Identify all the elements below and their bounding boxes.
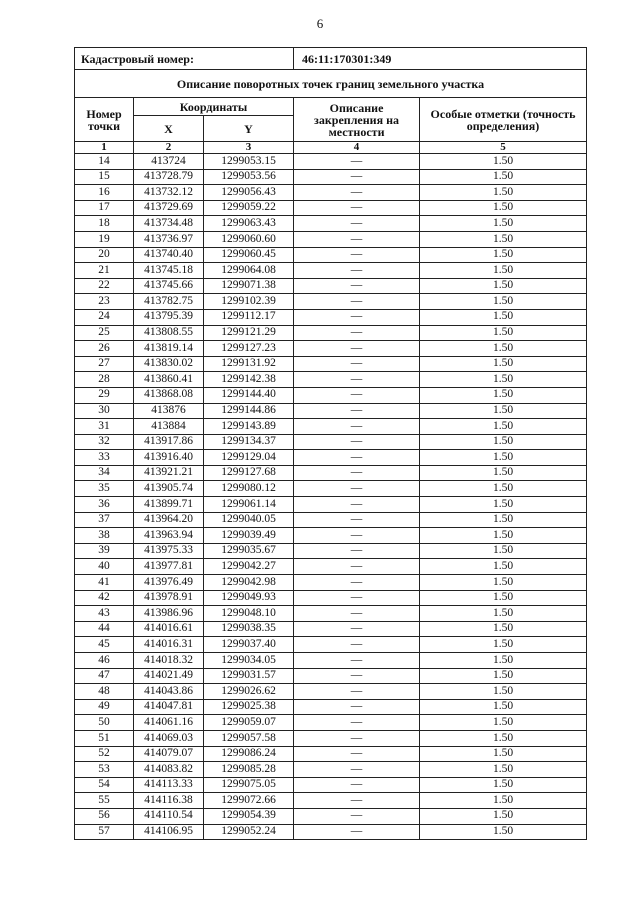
fixing-cell: — (294, 263, 420, 279)
column-index: 1 (75, 142, 134, 154)
column-index: 4 (294, 142, 420, 154)
point-number-cell: 52 (75, 746, 134, 762)
y-coordinate-cell: 1299131.92 (204, 356, 294, 372)
table-row (75, 481, 587, 497)
y-coordinate-cell: 1299063.43 (204, 216, 294, 232)
y-coordinate-cell: 1299042.27 (204, 559, 294, 575)
accuracy-cell: 1.50 (420, 278, 587, 294)
accuracy-cell: 1.50 (420, 169, 587, 185)
point-number-cell: 26 (75, 341, 134, 357)
point-number-cell: 57 (75, 824, 134, 840)
point-number-cell: 27 (75, 356, 134, 372)
accuracy-cell: 1.50 (420, 762, 587, 778)
accuracy-cell: 1.50 (420, 653, 587, 669)
accuracy-cell: 1.50 (420, 372, 587, 388)
table-row (75, 294, 587, 310)
y-coordinate-cell: 1299059.07 (204, 715, 294, 731)
point-number-cell: 55 (75, 793, 134, 809)
x-coordinate-cell: 414021.49 (134, 668, 204, 684)
x-coordinate-cell: 413975.33 (134, 543, 204, 559)
point-number-cell: 20 (75, 247, 134, 263)
accuracy-cell: 1.50 (420, 309, 587, 325)
fixing-cell: — (294, 309, 420, 325)
accuracy-cell: 1.50 (420, 715, 587, 731)
y-coordinate-cell: 1299039.49 (204, 528, 294, 544)
y-coordinate-cell: 1299035.67 (204, 543, 294, 559)
x-coordinate-cell: 414106.95 (134, 824, 204, 840)
table-row (75, 559, 587, 575)
y-coordinate-cell: 1299053.15 (204, 154, 294, 170)
header-y: Y (204, 116, 294, 142)
column-index: 3 (204, 142, 294, 154)
y-coordinate-cell: 1299061.14 (204, 497, 294, 513)
table-row (75, 450, 587, 466)
point-number-cell: 14 (75, 154, 134, 170)
table-row (75, 387, 587, 403)
table-row (75, 684, 587, 700)
point-number-cell: 18 (75, 216, 134, 232)
x-coordinate-cell: 414043.86 (134, 684, 204, 700)
column-index: 2 (134, 142, 204, 154)
table-row (75, 200, 587, 216)
point-number-cell: 35 (75, 481, 134, 497)
table-row (75, 465, 587, 481)
x-coordinate-cell: 413745.66 (134, 278, 204, 294)
table-row (75, 512, 587, 528)
point-number-cell: 45 (75, 637, 134, 653)
x-coordinate-cell: 414113.33 (134, 777, 204, 793)
fixing-cell: — (294, 169, 420, 185)
y-coordinate-cell: 1299127.68 (204, 465, 294, 481)
y-coordinate-cell: 1299038.35 (204, 621, 294, 637)
accuracy-cell: 1.50 (420, 185, 587, 201)
fixing-cell: — (294, 154, 420, 170)
point-number-cell: 46 (75, 653, 134, 669)
x-coordinate-cell: 413724 (134, 154, 204, 170)
table-row (75, 434, 587, 450)
table-row (75, 169, 587, 185)
x-coordinate-cell: 414079.07 (134, 746, 204, 762)
fixing-cell: — (294, 730, 420, 746)
y-coordinate-cell: 1299121.29 (204, 325, 294, 341)
y-coordinate-cell: 1299064.08 (204, 263, 294, 279)
point-number-cell: 22 (75, 278, 134, 294)
table-row (75, 543, 587, 559)
x-coordinate-cell: 414018.32 (134, 653, 204, 669)
table-row (75, 309, 587, 325)
y-coordinate-cell: 1299144.86 (204, 403, 294, 419)
cadastral-number: 46:11:170301:349 (294, 48, 587, 70)
y-coordinate-cell: 1299086.24 (204, 746, 294, 762)
accuracy-cell: 1.50 (420, 497, 587, 513)
fixing-cell: — (294, 543, 420, 559)
x-coordinate-cell: 413905.74 (134, 481, 204, 497)
fixing-cell: — (294, 294, 420, 310)
fixing-cell: — (294, 341, 420, 357)
point-number-cell: 32 (75, 434, 134, 450)
y-coordinate-cell: 1299112.17 (204, 309, 294, 325)
accuracy-cell: 1.50 (420, 824, 587, 840)
fixing-cell: — (294, 403, 420, 419)
accuracy-cell: 1.50 (420, 216, 587, 232)
x-coordinate-cell: 413986.96 (134, 606, 204, 622)
point-number-cell: 47 (75, 668, 134, 684)
x-coordinate-cell: 413728.79 (134, 169, 204, 185)
y-coordinate-cell: 1299049.93 (204, 590, 294, 606)
accuracy-cell: 1.50 (420, 746, 587, 762)
point-number-cell: 36 (75, 497, 134, 513)
y-coordinate-cell: 1299042.98 (204, 575, 294, 591)
page-number: 6 (316, 16, 324, 31)
accuracy-cell: 1.50 (420, 231, 587, 247)
y-coordinate-cell: 1299026.62 (204, 684, 294, 700)
y-coordinate-cell: 1299060.60 (204, 231, 294, 247)
table-row (75, 606, 587, 622)
header-special-notes: Особые отметки (точность определения) (420, 98, 587, 142)
fixing-cell: — (294, 621, 420, 637)
fixing-cell: — (294, 481, 420, 497)
x-coordinate-cell: 413868.08 (134, 387, 204, 403)
x-coordinate-cell: 413830.02 (134, 356, 204, 372)
accuracy-cell: 1.50 (420, 777, 587, 793)
y-coordinate-cell: 1299134.37 (204, 434, 294, 450)
header-point-number: Номер точки (75, 98, 134, 142)
fixing-cell: — (294, 512, 420, 528)
point-number-cell: 23 (75, 294, 134, 310)
header-row-1 (75, 98, 587, 116)
y-coordinate-cell: 1299057.58 (204, 730, 294, 746)
accuracy-cell: 1.50 (420, 465, 587, 481)
x-coordinate-cell: 413808.55 (134, 325, 204, 341)
table-row (75, 247, 587, 263)
table-row (75, 808, 587, 824)
y-coordinate-cell: 1299142.38 (204, 372, 294, 388)
y-coordinate-cell: 1299031.57 (204, 668, 294, 684)
x-coordinate-cell: 414116.38 (134, 793, 204, 809)
x-coordinate-cell: 413745.18 (134, 263, 204, 279)
table-row (75, 497, 587, 513)
fixing-cell: — (294, 606, 420, 622)
table-row (75, 575, 587, 591)
table-row (75, 824, 587, 840)
fixing-cell: — (294, 715, 420, 731)
table-row (75, 528, 587, 544)
point-number-cell: 24 (75, 309, 134, 325)
fixing-cell: — (294, 247, 420, 263)
boundary-points-table (74, 47, 587, 840)
y-coordinate-cell: 1299071.38 (204, 278, 294, 294)
fixing-cell: — (294, 528, 420, 544)
fixing-cell: — (294, 185, 420, 201)
accuracy-cell: 1.50 (420, 543, 587, 559)
table-row (75, 621, 587, 637)
accuracy-cell: 1.50 (420, 730, 587, 746)
x-coordinate-cell: 414069.03 (134, 730, 204, 746)
fixing-cell: — (294, 465, 420, 481)
column-index: 5 (420, 142, 587, 154)
point-number-cell: 40 (75, 559, 134, 575)
y-coordinate-cell: 1299056.43 (204, 185, 294, 201)
table-row (75, 372, 587, 388)
point-number-cell: 54 (75, 777, 134, 793)
accuracy-cell: 1.50 (420, 325, 587, 341)
accuracy-cell: 1.50 (420, 668, 587, 684)
table-row (75, 325, 587, 341)
point-number-cell: 25 (75, 325, 134, 341)
y-coordinate-cell: 1299102.39 (204, 294, 294, 310)
point-number-cell: 41 (75, 575, 134, 591)
accuracy-cell: 1.50 (420, 419, 587, 435)
accuracy-cell: 1.50 (420, 793, 587, 809)
table-row (75, 699, 587, 715)
fixing-cell: — (294, 746, 420, 762)
x-coordinate-cell: 413734.48 (134, 216, 204, 232)
point-number-cell: 15 (75, 169, 134, 185)
x-coordinate-cell: 413729.69 (134, 200, 204, 216)
description-title: Описание поворотных точек границ земельного участка (75, 70, 587, 98)
y-coordinate-cell: 1299053.56 (204, 169, 294, 185)
y-coordinate-cell: 1299072.66 (204, 793, 294, 809)
table-row (75, 403, 587, 419)
x-coordinate-cell: 414016.31 (134, 637, 204, 653)
x-coordinate-cell: 413921.21 (134, 465, 204, 481)
point-number-cell: 42 (75, 590, 134, 606)
accuracy-cell: 1.50 (420, 450, 587, 466)
x-coordinate-cell: 414047.81 (134, 699, 204, 715)
y-coordinate-cell: 1299144.40 (204, 387, 294, 403)
accuracy-cell: 1.50 (420, 200, 587, 216)
fixing-cell: — (294, 653, 420, 669)
header-coordinates: Координаты (134, 98, 294, 116)
table-row (75, 590, 587, 606)
point-number-cell: 17 (75, 200, 134, 216)
table-row (75, 730, 587, 746)
y-coordinate-cell: 1299034.05 (204, 653, 294, 669)
fixing-cell: — (294, 387, 420, 403)
y-coordinate-cell: 1299143.89 (204, 419, 294, 435)
table-row (75, 263, 587, 279)
point-number-cell: 48 (75, 684, 134, 700)
point-number-cell: 31 (75, 419, 134, 435)
point-number-cell: 49 (75, 699, 134, 715)
table-row (75, 185, 587, 201)
x-coordinate-cell: 413782.75 (134, 294, 204, 310)
fixing-cell: — (294, 559, 420, 575)
y-coordinate-cell: 1299060.45 (204, 247, 294, 263)
fixing-cell: — (294, 434, 420, 450)
fixing-cell: — (294, 497, 420, 513)
y-coordinate-cell: 1299054.39 (204, 808, 294, 824)
table-row (75, 216, 587, 232)
accuracy-cell: 1.50 (420, 263, 587, 279)
accuracy-cell: 1.50 (420, 294, 587, 310)
table-row (75, 278, 587, 294)
x-coordinate-cell: 413916.40 (134, 450, 204, 466)
fixing-cell: — (294, 372, 420, 388)
x-coordinate-cell: 414061.16 (134, 715, 204, 731)
x-coordinate-cell: 413740.40 (134, 247, 204, 263)
accuracy-cell: 1.50 (420, 434, 587, 450)
fixing-cell: — (294, 325, 420, 341)
point-number-cell: 39 (75, 543, 134, 559)
fixing-cell: — (294, 450, 420, 466)
point-number-cell: 19 (75, 231, 134, 247)
table-row (75, 715, 587, 731)
point-number-cell: 53 (75, 762, 134, 778)
x-coordinate-cell: 413736.97 (134, 231, 204, 247)
accuracy-cell: 1.50 (420, 606, 587, 622)
y-coordinate-cell: 1299040.05 (204, 512, 294, 528)
accuracy-cell: 1.50 (420, 247, 587, 263)
x-coordinate-cell: 413977.81 (134, 559, 204, 575)
point-number-cell: 33 (75, 450, 134, 466)
accuracy-cell: 1.50 (420, 590, 587, 606)
accuracy-cell: 1.50 (420, 528, 587, 544)
y-coordinate-cell: 1299080.12 (204, 481, 294, 497)
x-coordinate-cell: 414083.82 (134, 762, 204, 778)
y-coordinate-cell: 1299085.28 (204, 762, 294, 778)
table-row (75, 419, 587, 435)
point-number-cell: 34 (75, 465, 134, 481)
y-coordinate-cell: 1299052.24 (204, 824, 294, 840)
table-row (75, 637, 587, 653)
accuracy-cell: 1.50 (420, 481, 587, 497)
fixing-cell: — (294, 231, 420, 247)
description-title-row (75, 70, 587, 98)
x-coordinate-cell: 413899.71 (134, 497, 204, 513)
x-coordinate-cell: 413917.86 (134, 434, 204, 450)
fixing-cell: — (294, 793, 420, 809)
fixing-cell: — (294, 762, 420, 778)
header-x: X (134, 116, 204, 142)
point-number-cell: 28 (75, 372, 134, 388)
accuracy-cell: 1.50 (420, 512, 587, 528)
point-number-cell: 50 (75, 715, 134, 731)
fixing-cell: — (294, 637, 420, 653)
accuracy-cell: 1.50 (420, 341, 587, 357)
point-number-cell: 38 (75, 528, 134, 544)
accuracy-cell: 1.50 (420, 403, 587, 419)
y-coordinate-cell: 1299075.05 (204, 777, 294, 793)
table-row (75, 341, 587, 357)
cadastral-label: Кадастровый номер: (75, 48, 294, 70)
y-coordinate-cell: 1299059.22 (204, 200, 294, 216)
fixing-cell: — (294, 668, 420, 684)
accuracy-cell: 1.50 (420, 621, 587, 637)
x-coordinate-cell: 413976.49 (134, 575, 204, 591)
header-fixing-description: Описание закрепления на местности (294, 98, 420, 142)
table-row (75, 356, 587, 372)
y-coordinate-cell: 1299127.23 (204, 341, 294, 357)
accuracy-cell: 1.50 (420, 356, 587, 372)
accuracy-cell: 1.50 (420, 699, 587, 715)
accuracy-cell: 1.50 (420, 575, 587, 591)
fixing-cell: — (294, 824, 420, 840)
cadastral-row (75, 48, 587, 70)
point-number-cell: 56 (75, 808, 134, 824)
fixing-cell: — (294, 699, 420, 715)
x-coordinate-cell: 413876 (134, 403, 204, 419)
accuracy-cell: 1.50 (420, 637, 587, 653)
accuracy-cell: 1.50 (420, 684, 587, 700)
table-row (75, 668, 587, 684)
fixing-cell: — (294, 200, 420, 216)
x-coordinate-cell: 414110.54 (134, 808, 204, 824)
x-coordinate-cell: 413795.39 (134, 309, 204, 325)
x-coordinate-cell: 413819.14 (134, 341, 204, 357)
table-row (75, 154, 587, 170)
table-row (75, 777, 587, 793)
fixing-cell: — (294, 356, 420, 372)
fixing-cell: — (294, 590, 420, 606)
accuracy-cell: 1.50 (420, 808, 587, 824)
point-number-cell: 21 (75, 263, 134, 279)
x-coordinate-cell: 413732.12 (134, 185, 204, 201)
fixing-cell: — (294, 278, 420, 294)
x-coordinate-cell: 413884 (134, 419, 204, 435)
column-index-row (75, 142, 587, 154)
table-row (75, 653, 587, 669)
table-row (75, 793, 587, 809)
fixing-cell: — (294, 419, 420, 435)
y-coordinate-cell: 1299048.10 (204, 606, 294, 622)
fixing-cell: — (294, 684, 420, 700)
table-row (75, 746, 587, 762)
table-row (75, 762, 587, 778)
point-number-cell: 37 (75, 512, 134, 528)
accuracy-cell: 1.50 (420, 387, 587, 403)
x-coordinate-cell: 413978.91 (134, 590, 204, 606)
accuracy-cell: 1.50 (420, 559, 587, 575)
point-number-cell: 29 (75, 387, 134, 403)
point-number-cell: 30 (75, 403, 134, 419)
x-coordinate-cell: 413964.20 (134, 512, 204, 528)
x-coordinate-cell: 414016.61 (134, 621, 204, 637)
fixing-cell: — (294, 808, 420, 824)
y-coordinate-cell: 1299037.40 (204, 637, 294, 653)
fixing-cell: — (294, 216, 420, 232)
point-number-cell: 51 (75, 730, 134, 746)
point-number-cell: 44 (75, 621, 134, 637)
y-coordinate-cell: 1299025.38 (204, 699, 294, 715)
point-number-cell: 43 (75, 606, 134, 622)
y-coordinate-cell: 1299129.04 (204, 450, 294, 466)
x-coordinate-cell: 413963.94 (134, 528, 204, 544)
fixing-cell: — (294, 777, 420, 793)
point-number-cell: 16 (75, 185, 134, 201)
accuracy-cell: 1.50 (420, 154, 587, 170)
table-row (75, 231, 587, 247)
x-coordinate-cell: 413860.41 (134, 372, 204, 388)
fixing-cell: — (294, 575, 420, 591)
